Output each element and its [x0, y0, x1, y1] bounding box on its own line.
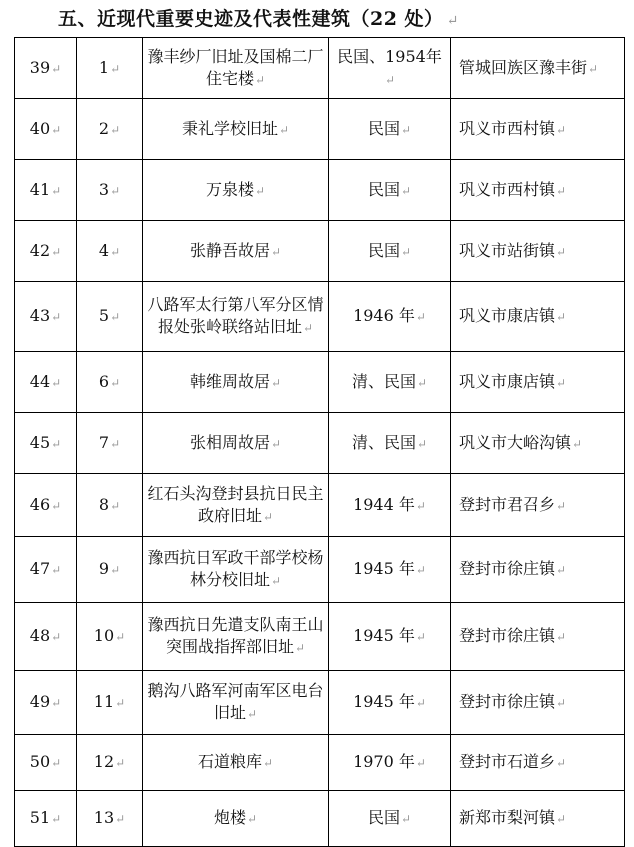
row-number-cell-text: 40 [29, 118, 51, 138]
era-cell-text: 1944 年 [353, 494, 415, 514]
location-cell-text: 巩义市康店镇 [459, 306, 556, 325]
paragraph-mark-icon: ↵ [110, 436, 121, 451]
sub-number-cell [77, 282, 143, 352]
paragraph-mark-icon: ↵ [415, 498, 426, 513]
row-number-cell-text: 39 [29, 57, 51, 77]
sub-number-cell-text: 12 [93, 752, 115, 771]
row-number-cell-text: 47 [29, 559, 51, 578]
location-cell [451, 38, 625, 99]
era-cell-text: 1970 年 [353, 752, 415, 771]
site-name-cell [143, 735, 329, 791]
site-name-cell-text: 万泉楼 [205, 179, 254, 199]
table-row [15, 474, 625, 537]
section-heading-text: 五、近现代重要史迹及代表性建筑（22 处） [58, 8, 444, 30]
site-name-cell-text: 张相周故居 [189, 432, 270, 452]
paragraph-mark-icon: ↵ [110, 183, 121, 198]
section-heading [58, 4, 459, 31]
site-name-cell [143, 537, 329, 603]
location-cell-text: 登封市石道乡 [459, 752, 556, 771]
paragraph-mark-icon: ↵ [254, 72, 266, 87]
location-cell [451, 474, 625, 537]
paragraph-mark-icon: ↵ [110, 498, 121, 513]
site-name-cell [143, 160, 329, 221]
era-cell-text: 1946 年 [353, 306, 415, 325]
row-number-cell-text: 43 [29, 306, 51, 325]
era-cell [329, 603, 451, 671]
sub-number-cell-text: 4 [98, 240, 110, 260]
site-name-cell-text: 豫西抗日先遣支队南王山突围战指挥部旧址 [147, 615, 324, 656]
location-cell-text: 登封市徐庄镇 [459, 692, 556, 711]
row-number-cell-text: 41 [29, 179, 51, 199]
paragraph-mark-icon: ↵ [556, 812, 567, 826]
location-cell [451, 160, 625, 221]
table-row [15, 603, 625, 671]
location-cell-text: 登封市君召乡 [459, 494, 556, 514]
paragraph-mark-icon: ↵ [254, 183, 266, 198]
location-cell-text: 管城回族区豫丰街 [459, 57, 588, 77]
location-cell [451, 537, 625, 603]
sub-number-cell-text: 7 [98, 432, 110, 452]
paragraph-mark-icon: ↵ [400, 122, 412, 137]
table-row [15, 99, 625, 160]
paragraph-mark-icon: ↵ [115, 696, 126, 710]
paragraph-mark-icon: ↵ [384, 72, 396, 87]
paragraph-mark-icon: ↵ [270, 574, 282, 588]
paragraph-mark-icon: ↵ [51, 244, 62, 259]
site-name-cell [143, 791, 329, 847]
row-number-cell [15, 603, 77, 671]
era-cell-text: 1945 年 [353, 692, 415, 711]
era-cell-text: 民国 [367, 808, 400, 827]
table-row [15, 221, 625, 282]
sub-number-cell [77, 160, 143, 221]
paragraph-mark-icon: ↵ [115, 630, 126, 644]
sub-number-cell-text: 6 [98, 371, 110, 391]
row-number-cell [15, 352, 77, 413]
site-name-cell [143, 99, 329, 160]
location-cell [451, 99, 625, 160]
sub-number-cell [77, 791, 143, 847]
era-cell [329, 282, 451, 352]
paragraph-mark-icon: ↵ [415, 696, 426, 710]
sub-number-cell [77, 603, 143, 671]
sub-number-cell [77, 99, 143, 160]
sub-number-cell-text: 10 [93, 626, 115, 645]
paragraph-mark-icon: ↵ [51, 375, 62, 390]
row-number-cell [15, 160, 77, 221]
era-cell [329, 474, 451, 537]
location-cell-text: 巩义市康店镇 [459, 371, 556, 391]
sub-number-cell-text: 1 [98, 57, 110, 77]
site-name-cell [143, 413, 329, 474]
era-cell [329, 160, 451, 221]
location-cell-text: 巩义市站街镇 [459, 240, 556, 260]
paragraph-mark-icon: ↵ [110, 563, 121, 577]
paragraph-mark-icon: ↵ [556, 122, 567, 137]
sub-number-cell-text: 3 [98, 179, 110, 199]
paragraph-mark-icon: ↵ [556, 310, 567, 324]
site-name-cell [143, 352, 329, 413]
paragraph-mark-icon: ↵ [51, 183, 62, 198]
sub-number-cell [77, 537, 143, 603]
table-row [15, 671, 625, 735]
row-number-cell-text: 46 [29, 494, 51, 514]
location-cell [451, 791, 625, 847]
paragraph-mark-icon: ↵ [415, 563, 426, 577]
sub-number-cell [77, 735, 143, 791]
paragraph-mark-icon: ↵ [415, 310, 426, 324]
row-number-cell [15, 537, 77, 603]
site-name-cell [143, 221, 329, 282]
paragraph-mark-icon: ↵ [110, 61, 121, 76]
table-row [15, 537, 625, 603]
era-cell [329, 791, 451, 847]
sub-number-cell [77, 413, 143, 474]
row-number-cell-text: 49 [29, 692, 51, 711]
paragraph-mark-icon: ↵ [110, 244, 121, 259]
sub-number-cell [77, 221, 143, 282]
location-cell [451, 735, 625, 791]
paragraph-mark-icon: ↵ [270, 375, 282, 390]
row-number-cell [15, 791, 77, 847]
site-name-cell [143, 671, 329, 735]
era-cell [329, 99, 451, 160]
row-number-cell [15, 221, 77, 282]
paragraph-mark-icon: ↵ [446, 13, 459, 29]
paragraph-mark-icon: ↵ [115, 812, 126, 826]
sub-number-cell [77, 352, 143, 413]
paragraph-mark-icon: ↵ [556, 183, 567, 198]
sub-number-cell [77, 474, 143, 537]
row-number-cell-text: 42 [29, 240, 51, 260]
sub-number-cell-text: 13 [93, 808, 115, 827]
location-cell [451, 221, 625, 282]
row-number-cell [15, 735, 77, 791]
site-name-cell-text: 八路军太行第八军分区情报处张岭联络站旧址 [147, 295, 324, 336]
sub-number-cell-text: 2 [98, 118, 110, 138]
paragraph-mark-icon: ↵ [51, 61, 62, 76]
sub-number-cell-text: 11 [93, 692, 115, 711]
paragraph-mark-icon: ↵ [400, 244, 412, 259]
sub-number-cell [77, 671, 143, 735]
location-cell-text: 登封市徐庄镇 [459, 626, 556, 645]
table-row [15, 735, 625, 791]
location-cell [451, 282, 625, 352]
paragraph-mark-icon: ↵ [556, 375, 567, 390]
era-cell-text: 清、民国 [351, 371, 416, 391]
era-cell [329, 221, 451, 282]
row-number-cell-text: 45 [29, 432, 51, 452]
paragraph-mark-icon: ↵ [51, 696, 62, 710]
row-number-cell-text: 50 [29, 752, 51, 771]
paragraph-mark-icon: ↵ [556, 630, 567, 644]
paragraph-mark-icon: ↵ [415, 630, 426, 644]
paragraph-mark-icon: ↵ [294, 641, 306, 655]
paragraph-mark-icon: ↵ [246, 812, 258, 826]
site-name-cell-text: 豫西抗日军政干部学校杨林分校旧址 [147, 548, 324, 589]
site-name-cell-text: 炮楼 [213, 808, 246, 827]
paragraph-mark-icon: ↵ [400, 812, 412, 826]
row-number-cell [15, 99, 77, 160]
era-cell [329, 352, 451, 413]
paragraph-mark-icon: ↵ [556, 563, 567, 577]
site-name-cell [143, 282, 329, 352]
site-name-cell-text: 石道粮库 [197, 752, 262, 771]
table-row [15, 160, 625, 221]
table-row [15, 791, 625, 847]
site-name-cell-text: 张静吾故居 [189, 240, 270, 260]
row-number-cell [15, 671, 77, 735]
paragraph-mark-icon: ↵ [262, 509, 274, 524]
site-name-cell [143, 603, 329, 671]
paragraph-mark-icon: ↵ [572, 436, 583, 451]
sites-table [14, 37, 625, 847]
paragraph-mark-icon: ↵ [262, 756, 274, 770]
era-cell [329, 38, 451, 99]
era-cell-text: 民国 [367, 240, 400, 260]
paragraph-mark-icon: ↵ [115, 756, 126, 770]
era-cell-text: 民国 [367, 118, 400, 138]
paragraph-mark-icon: ↵ [416, 375, 428, 390]
paragraph-mark-icon: ↵ [588, 61, 599, 76]
era-cell-text: 1945 年 [353, 559, 415, 578]
paragraph-mark-icon: ↵ [556, 756, 567, 770]
location-cell-text: 巩义市西村镇 [459, 118, 556, 138]
site-name-cell [143, 38, 329, 99]
era-cell [329, 735, 451, 791]
location-cell-text: 巩义市西村镇 [459, 179, 556, 199]
sub-number-cell [77, 38, 143, 99]
paragraph-mark-icon: ↵ [302, 321, 314, 335]
paragraph-mark-icon: ↵ [51, 756, 62, 770]
paragraph-mark-icon: ↵ [270, 244, 282, 259]
paragraph-mark-icon: ↵ [270, 436, 282, 451]
era-cell-text: 1945 年 [353, 626, 415, 645]
paragraph-mark-icon: ↵ [110, 122, 121, 137]
row-number-cell-text: 48 [29, 626, 51, 645]
row-number-cell-text: 44 [29, 371, 51, 391]
era-cell-text: 清、民国 [351, 432, 416, 452]
paragraph-mark-icon: ↵ [51, 310, 62, 324]
row-number-cell-text: 51 [29, 808, 51, 827]
paragraph-mark-icon: ↵ [110, 310, 121, 324]
table-row [15, 413, 625, 474]
paragraph-mark-icon: ↵ [556, 244, 567, 259]
paragraph-mark-icon: ↵ [556, 696, 567, 710]
paragraph-mark-icon: ↵ [51, 122, 62, 137]
row-number-cell [15, 38, 77, 99]
location-cell [451, 671, 625, 735]
paragraph-mark-icon: ↵ [278, 122, 290, 137]
paragraph-mark-icon: ↵ [51, 630, 62, 644]
location-cell [451, 603, 625, 671]
site-name-cell [143, 474, 329, 537]
era-cell [329, 413, 451, 474]
paragraph-mark-icon: ↵ [51, 563, 62, 577]
site-name-cell-text: 豫丰纱厂旧址及国棉二厂住宅楼 [147, 46, 324, 88]
paragraph-mark-icon: ↵ [556, 498, 567, 513]
site-name-cell-text: 秉礼学校旧址 [181, 118, 278, 138]
era-cell-text: 民国、1954年 [337, 46, 442, 66]
location-cell [451, 352, 625, 413]
location-cell-text: 新郑市梨河镇 [459, 808, 556, 827]
row-number-cell [15, 413, 77, 474]
sub-number-cell-text: 5 [98, 306, 110, 325]
row-number-cell [15, 282, 77, 352]
site-name-cell-text: 韩维周故居 [189, 371, 270, 391]
location-cell-text: 登封市徐庄镇 [459, 559, 556, 578]
paragraph-mark-icon: ↵ [51, 812, 62, 826]
site-name-cell-text: 鹅沟八路军河南军区电台旧址 [147, 681, 324, 722]
era-cell [329, 537, 451, 603]
sub-number-cell-text: 8 [98, 494, 110, 514]
table-row [15, 38, 625, 99]
paragraph-mark-icon: ↵ [51, 436, 62, 451]
era-cell-text: 民国 [367, 179, 400, 199]
site-name-cell-text: 红石头沟登封县抗日民主政府旧址 [147, 483, 324, 525]
paragraph-mark-icon: ↵ [246, 707, 258, 721]
sub-number-cell-text: 9 [98, 559, 110, 578]
table-row [15, 282, 625, 352]
table-row [15, 352, 625, 413]
paragraph-mark-icon: ↵ [415, 756, 426, 770]
paragraph-mark-icon: ↵ [110, 375, 121, 390]
paragraph-mark-icon: ↵ [416, 436, 428, 451]
row-number-cell [15, 474, 77, 537]
location-cell-text: 巩义市大峪沟镇 [459, 432, 572, 452]
paragraph-mark-icon: ↵ [51, 498, 62, 513]
location-cell [451, 413, 625, 474]
era-cell [329, 671, 451, 735]
paragraph-mark-icon: ↵ [400, 183, 412, 198]
sites-table-body [15, 38, 625, 847]
